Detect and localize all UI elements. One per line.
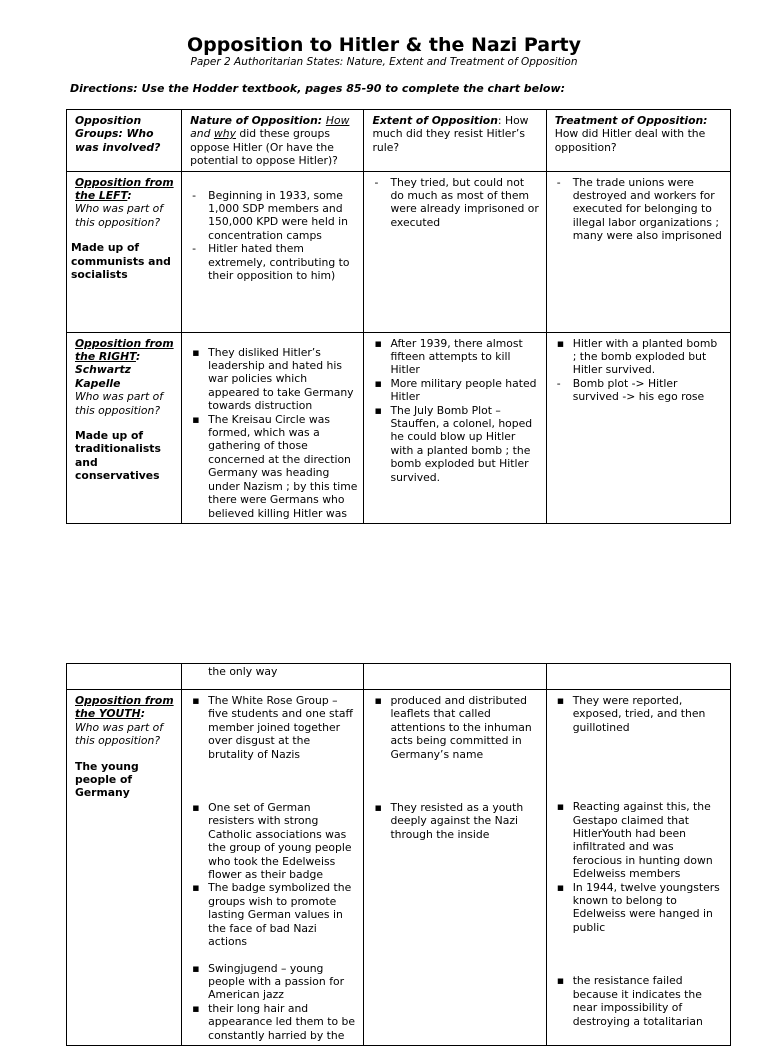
left-treatment-cell (546, 171, 730, 332)
left-group-cell: Opposition from the LEFT: Who was part of this opposition? Made up of communists and socialists (67, 171, 182, 332)
right-treatment-cell (546, 332, 730, 523)
document-subtitle: Paper 2 Authoritarian States: Nature, Extent and Treatment of Opposition (190, 56, 578, 68)
header-groups: Opposition Groups: Who was involved? (67, 110, 182, 172)
left-extent-cell (364, 171, 546, 332)
header-extent: Extent of Opposition: How much did they resist Hitler’s rule? (364, 110, 546, 172)
row-left (67, 171, 731, 332)
continuation-row (67, 664, 731, 690)
header-nature: Nature of Opposition: How and why did these groups oppose Hitler (Or have the potential to oppose Hitler)? (182, 110, 364, 172)
list-item: ▪ They resisted as a youth deeply against the Nazi through the inside (372, 801, 539, 841)
header-treatment: Treatment of Opposition: How did Hitler deal with the opposition? (546, 110, 730, 172)
list-item: ▪ produced and distributed leaflets that called attentions to the inhuman acts being committed in Germany’s name (372, 694, 539, 761)
list-item: ▪ Swingjugend – young people with a passion for American jazz (190, 962, 357, 1002)
list-item: ▪ More military people hated Hitler (372, 377, 539, 404)
list-item: ▪ They were reported, exposed, tried, and then guillotined (555, 694, 724, 734)
youth-nature-cell (182, 690, 364, 1046)
list-item: - Bomb plot -> Hitler survived -> his ego rose (555, 377, 724, 404)
header-row (67, 110, 731, 172)
list-item: ▪ The Kreisau Circle was formed, which was a gathering of those concerned at the direction Germany was heading under Nazism ; by this time there were Germans who believed killing Hitler was (190, 413, 357, 520)
list-item: ▪ The White Rose Group – five students and one staff member joined together over disgust at the brutality of Nazis (190, 694, 357, 761)
list-item: ▪ In 1944, twelve youngsters known to belong to Edelweiss were hanged in public (555, 881, 724, 935)
document-title: Opposition to Hitler & the Nazi Party (187, 34, 581, 56)
directions-text: Directions: Use the Hodder textbook, pages 85-90 to complete the chart below: (70, 82, 566, 95)
list-item: ▪ Reacting against this, the Gestapo claimed that HitlerYouth had been infiltrated and was ferocious in hunting down Edelweiss members (555, 800, 724, 880)
list-item: ▪ their long hair and appearance led them to be constantly harried by the (190, 1002, 357, 1042)
youth-treatment-cell (546, 690, 730, 1046)
list-item: ▪ the resistance failed because it indicates the near impossibility of destroying a totalitarian (555, 974, 724, 1028)
list-item: ▪ Hitler with a planted bomb ; the bomb exploded but Hitler survived. (555, 337, 724, 377)
right-group-cell: Opposition from the RIGHT: Schwartz Kapelle Who was part of this opposition? Made up of traditionalists and conservatives (67, 332, 182, 523)
left-nature-cell (182, 171, 364, 332)
opposition-chart-page-1 (66, 109, 731, 524)
opposition-chart-page-2 (66, 663, 731, 1046)
right-nature-cell (182, 332, 364, 523)
youth-extent-cell (364, 690, 546, 1046)
list-item: ▪ After 1939, there almost fifteen attempts to kill Hitler (372, 337, 539, 377)
list-item: - Beginning in 1933, some 1,000 SDP members and 150,000 KPD were held in concentration camps (190, 189, 357, 243)
list-item: - The trade unions were destroyed and workers for executed for belonging to illegal labor organizations ; many were also imprisoned (555, 176, 724, 243)
list-item: - Hitler hated them extremely, contributing to their opposition to him) (190, 242, 357, 282)
youth-group-cell: Opposition from the YOUTH: Who was part of this opposition? The young people of Germany (67, 690, 182, 1046)
row-youth (67, 690, 731, 1046)
list-item: ▪ The July Bomb Plot – Stauffen, a colonel, hoped he could blow up Hitler with a planted bomb ; the bomb exploded but Hitler survived. (372, 404, 539, 484)
list-item: ▪ They disliked Hitler’s leadership and hated his war policies which appeared to take Germany towards distruction (190, 346, 357, 413)
right-extent-cell (364, 332, 546, 523)
right-nature-continued: the only way (182, 664, 364, 690)
row-right (67, 332, 731, 523)
list-item: ▪ The badge symbolized the groups wish to promote lasting German values in the face of bad Nazi actions (190, 881, 357, 948)
list-item: - They tried, but could not do much as most of them were already imprisoned or executed (372, 176, 539, 230)
list-item: ▪ One set of German resisters with strong Catholic associations was the group of young people who took the Edelweiss flower as their badge (190, 801, 357, 881)
